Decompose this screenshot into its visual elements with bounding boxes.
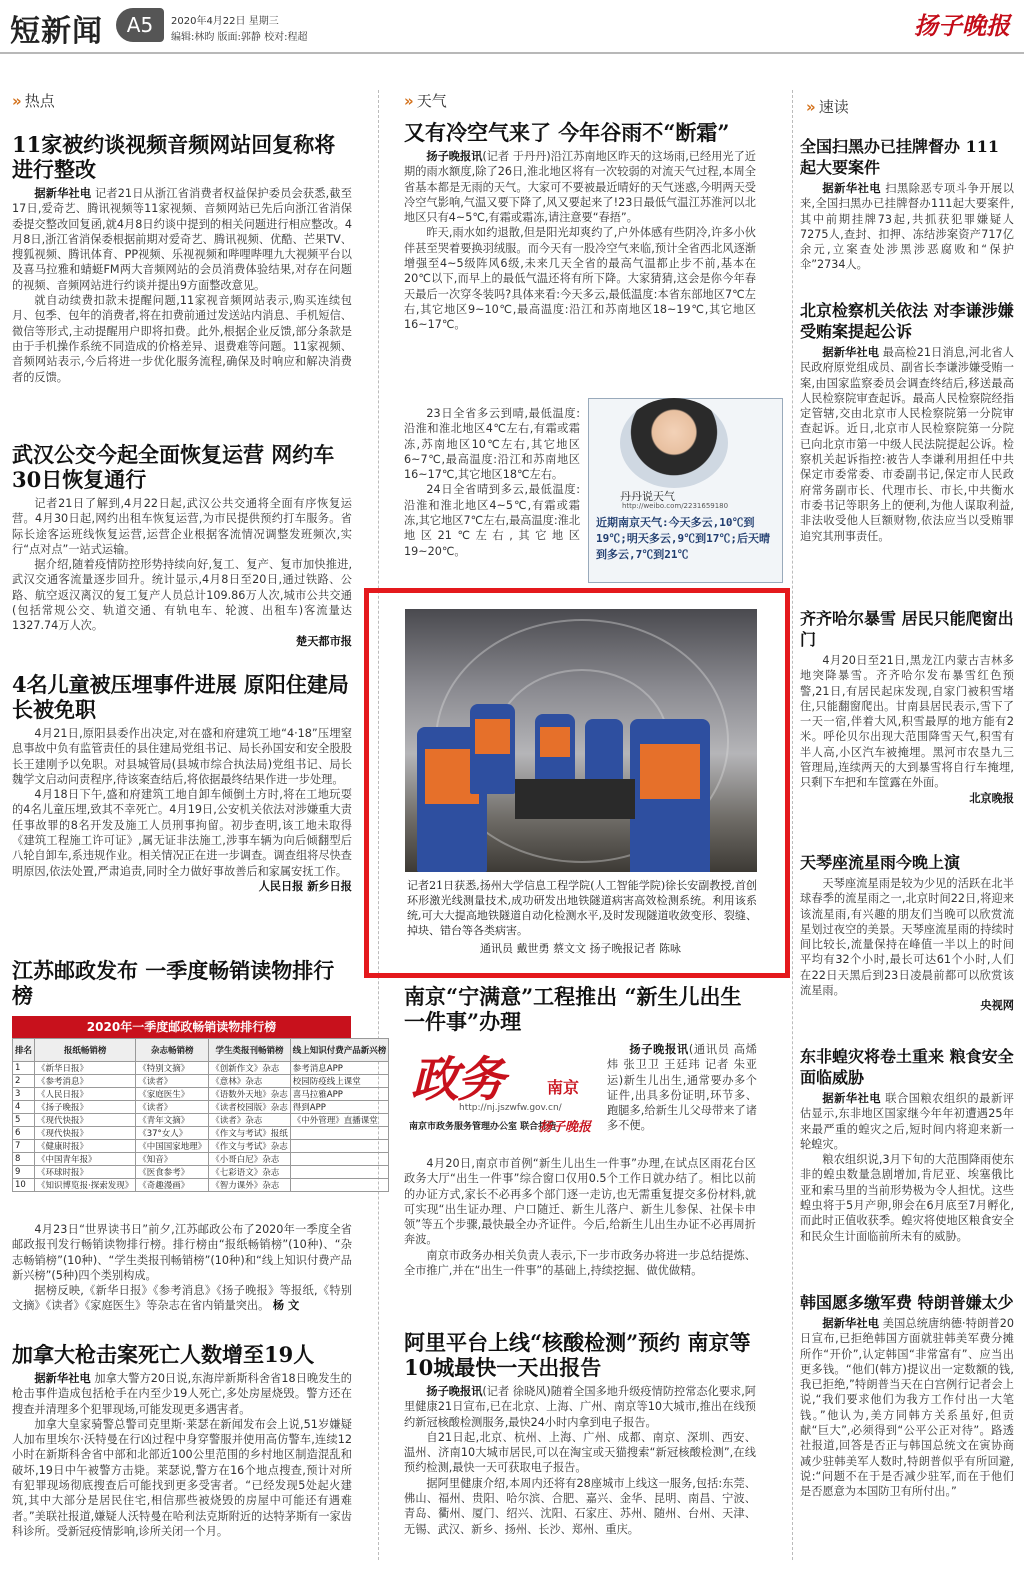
nanjing-forecast: 近期南京天气:今天多云,10℃到19℃;明天多云,9℃到17℃;后天晴到多云,7℃到21℃ (596, 516, 770, 561)
table-cell: 校园防疫线上课堂 (290, 1075, 389, 1088)
ranking-table-wrap (12, 1038, 389, 1192)
article-yuanyang (12, 672, 352, 894)
table-cell: 《环球时报》 (35, 1166, 136, 1179)
table-cell: 5 (13, 1114, 35, 1127)
article-body (800, 876, 1014, 1014)
table-cell: 《青年文摘》 (136, 1114, 209, 1127)
inspection-cart (515, 779, 635, 819)
chevron-right-icon: » (806, 98, 813, 116)
article-headline: 南京“宁满意”工程推出 “新生儿出生一件事”办理 (404, 984, 742, 1034)
paragraph: 4月20日至21日,黑龙江内蒙古吉林多地突降暴雪。齐齐哈尔发布暴雪红色预警,21日,有居民起床发现,自家门被积雪堵住,只能翻窗爬出。甘南县居民表示,雪下了一天一宿,伴着大风,积雪最厚的地方能有2米。呼伦贝尔出现大范围降雪天气,积雪有半人高,小区汽车被掩埋。黑河市农垦九三管理局,连续两天的大到暴雪将自行车掩埋,只剩下车把和车筐露在外面。 (800, 654, 1014, 790)
paragraph: 据榜反映,《新华日报》《参考消息》《扬子晚报》等报纸,《特别文摘》《读者》《家庭医生》等杂志在省内销量突出。 (12, 1284, 352, 1313)
table-row (13, 1153, 389, 1166)
table-cell: 《参考消息》 (35, 1075, 136, 1088)
paragraph: 美国总统唐纳德·特朗普20日宣布,已拒绝韩国方面就驻韩美军费分摊所作“开价”,认定韩国“非常富有”、应当出更多钱。“他们(韩方)提议出一定数额的钱,我已拒绝,”特朗普当天在白宫例行记者会上说,“我们要求他们为我方工作付出一大笔钱。”他认为,美方同韩方关系虽好,但贡献“巨大”,必须得到“公平公正对待”。路透社报道,回答是否正与韩国总统文在寅协商减少驻韩美军人数时,特朗普似乎有所回避,说:“问题不在于是否减少驻军,而在于他们是否愿意为本国防卫有所付出。” (800, 1317, 1014, 1499)
logo-text: 政务 (411, 1052, 504, 1108)
dateline: 扬子晚报讯 (629, 1043, 689, 1056)
article-cold-air (404, 120, 756, 333)
paragraph: 就自动续费扣款未提醒问题,11家视音频网站表示,购买连续包月、包季、包年的消费者,将在扣费前通过发送站内消息、手机短信、微信等形式,主动提醒用户即将扣费。此外,根据企业反馈,部分条款是由于手机操作系统不同造成的价格差异、退费难等问题。11家视频、音频网站表示,今后将进一步优化服务流程,确保及时响应和解决消费者的反馈。 (12, 294, 352, 384)
table-cell: 《现代快报》 (35, 1114, 136, 1127)
article-headline: 齐齐哈尔暴雪 居民只能爬窗出门 (800, 609, 1014, 649)
article-body (404, 1384, 756, 1537)
table-cell: 《读者》杂志 (209, 1114, 291, 1127)
paragraph: 4月18日下午,盛和府建筑工地自卸车倾倒土方时,将在工地玩耍的4名儿童压埋,致其不幸死亡。4月19日,公安机关依法对涉嫌重大责任事故罪的8名开发及施工人员刑事拘留。初步查明,该工地未取得《建筑工程施工许可证》,属无证非法施工,涉事车辆为向后倾翻型后八轮自卸车,系违规作业。相关情况正在进一步调查。调查组将尽快查明原因,依法处置,严肃追责,同时全力做好事故善后和家属安抚工作。 (12, 788, 352, 878)
chevron-right-icon: » (404, 92, 411, 110)
table-cell: 《七彩语文》杂志 (209, 1166, 291, 1179)
article-body (12, 1222, 352, 1314)
table-cell: 《家庭医生》 (136, 1088, 209, 1101)
paragraph: 24日全省晴到多云,最低温度:沿淮和淮北地区4~5℃,有霜或霜冻,其它地区7℃左右,最高温度:淮北地区21℃左右,其它地区19~20℃。 (404, 483, 581, 558)
article-headline: 阿里平台上线“核酸检测”预约 南京等10城最快一天出报告 (404, 1330, 751, 1380)
article-postal-ranking (12, 958, 352, 1008)
table-cell: 《健康时报》 (35, 1140, 136, 1153)
table-cell: 《中外管理》直播课堂 (290, 1114, 389, 1127)
table-cell: 1 (13, 1062, 35, 1075)
article-nucleic-test (404, 1330, 756, 1537)
article-headline: 4名儿童被压埋事件进展 原阳住建局长被免职 (12, 672, 349, 722)
article-qiqihar-snow (800, 608, 1014, 806)
article-source: 楚天都市报 (296, 634, 352, 648)
paragraph: 联合国粮农组织的最新评估显示,东非地区国家继今年年初遭遇25年来最严重的蝗灾之后,短时间内将迎来新一轮蝗灾。 (800, 1092, 1014, 1151)
paragraph: 4月21日,原阳县委作出决定,对在盛和府建筑工地“4·18”压埋窒息事故中负有监管责任的县住建局党组书记、局长孙国安和安全股股长王建刚予以免职。对县城管局(县城市综合执法局)党组书记、局长魏学文启动问责程序,待该案查结后,将依据最终结果作进一步处理。 (12, 727, 352, 786)
table-cell: 4 (13, 1101, 35, 1114)
photo-caption: 记者21日获悉,扬州大学信息工程学院(人工智能学院)徐长安副教授,首创环形激光线测量技术,成功研发出地铁隧道病害高效检测系统。利用该系统,可大大提高地铁隧道自动化检测水平,及时发现隧道收敛变形、裂缝、掉块、错台等各类病害。 (407, 879, 757, 937)
photo-credit: 通讯员 戴世勇 蔡文文 扬子晚报记者 陈咏 (480, 942, 681, 955)
table-cell: 得到APP (290, 1101, 389, 1114)
paragraph: (通讯员 高烯炜 张卫卫 王廷玮 记者 朱亚运)新生儿出生,通常要办多个证件,出具多份证明,环节多、跑腿多,给新生儿父母带来了诸多不便。 (607, 1043, 757, 1133)
paragraph: 粮农组织说,3月下旬的大范围降雨使东非的蝗虫数量急剧增加,肯尼亚、埃塞俄比亚和索马里的当前形势极为令人担忧。这些蝗虫将于5月产卵,卵会在6月底至7月孵化,而此时正值收获季。蝗灾将使地区粮食安全和民众生计面临前所未有的威胁。 (800, 1153, 1014, 1243)
ranking-table-header (13, 1039, 389, 1062)
dateline: 据新华社电 (34, 187, 92, 200)
table-cell: 《语数外天地》杂志 (209, 1088, 291, 1101)
paragraph: 扫黑除恶专项斗争开展以来,全国扫黑办已挂牌督办111起大要案件,其中前期挂牌73起,共抓获犯罪嫌疑人7275人,查封、扣押、冻结涉案资产717亿余元,立案查处涉黑涉恶腐败和“保护伞”2734人。 (800, 182, 1014, 272)
article-wuhan-transit (12, 442, 352, 649)
safety-vest (475, 719, 510, 754)
dateline: 据新华社电 (822, 182, 882, 195)
table-row (13, 1088, 389, 1101)
columnist-name: 丹丹说天气 (620, 490, 675, 503)
table-cell: 《知识博览报·探索发现》 (35, 1179, 136, 1192)
table-cell: 《中国青年报》 (35, 1153, 136, 1166)
paragraph: 据阿里健康介绍,本周内还将有28座城市上线这一服务,包括:东莞、佛山、福州、贵阳、哈尔滨、合肥、嘉兴、金华、昆明、南昌、宁波、青岛、衢州、厦门、绍兴、沈阳、石家庄、苏州、随州、台州、天津、无锡、武汉、新乡、扬州、长沙、郑州、重庆。 (404, 1476, 756, 1536)
article-source: 央视网 (980, 999, 1014, 1013)
article-headline: 东非蝗灾将卷土重来 粮食安全面临威胁 (800, 1047, 1014, 1087)
article-locust (800, 1046, 1014, 1244)
table-row (13, 1062, 389, 1075)
dateline: 扬子晚报讯 (426, 150, 483, 163)
columnist-weibo-url: http://weibo.com/2231659180 (622, 502, 729, 510)
table-cell: 《新华日报》 (35, 1062, 136, 1075)
table-cell: 《智力课外》杂志 (209, 1179, 291, 1192)
table-cell: 8 (13, 1153, 35, 1166)
table-cell: 《作文与考试》报纸 (209, 1127, 291, 1140)
article-headline: 北京检察机关依法 对李谦涉嫌受贿案提起公诉 (800, 301, 1014, 341)
article-body (12, 496, 352, 649)
paragraph: 4月20日,南京市首例“新生儿出生一件事”办理,在试点区雨花台区政务大厅“出生一件事”综合窗口仅用0.5个工作日就办结了。相比以前的办证方式,家长不必再多个部门逐一走访,也无需重复提交多份材料,就可实现“出生证办理、户口随迁、新生儿落户、新生儿参保、社保卡申领”等五个步骤,最快最全办齐证件。今后,给新生儿出生办证不必再周折奔波。 (404, 1157, 756, 1247)
tunnel-inspection-photo (405, 609, 757, 872)
table-cell: 《人民日报》 (35, 1088, 136, 1101)
table-cell: 《读者校园版》杂志 (209, 1101, 291, 1114)
article-newborn-service (404, 984, 756, 1034)
columnist-avatar (620, 398, 728, 488)
table-cell (290, 1140, 389, 1153)
table-cell (290, 1127, 389, 1140)
article-video-sites (12, 132, 352, 385)
article-headline: 加拿大枪击案死亡人数增至19人 (12, 1342, 315, 1367)
article-canada-shooting (12, 1342, 352, 1539)
article-body (800, 345, 1014, 544)
ranking-table-header-cell: 线上知识付费产品新兴榜 (290, 1039, 389, 1062)
logo-url: http://nj.jszwfw.gov.cn/ (459, 1103, 562, 1113)
table-cell: 《中国国家地理》 (136, 1140, 209, 1153)
table-cell (290, 1179, 389, 1192)
ranking-table-header-cell: 报纸畅销榜 (35, 1039, 136, 1062)
article-body (12, 726, 352, 894)
article-headline: 天琴座流星雨今晚上演 (800, 853, 961, 872)
table-cell: 7 (13, 1140, 35, 1153)
table-cell: 《医食参考》 (136, 1166, 209, 1179)
table-cell: 《37°女人》 (136, 1127, 209, 1140)
table-row (13, 1114, 389, 1127)
editor-credits: 编辑:林昀 版面:郭静 校对:程超 (171, 32, 308, 43)
paragraph: 记者21日从浙江省消费者权益保护委员会获悉,截至17日,爱奇艺、腾讯视频等11家视频、音频网站已先后向浙江省消保委提交整改回复函,就4月8日约谈中提到的相关问题进行相应整改。4月8日,浙江省消保委根据前期对爱奇艺、腾讯视频、优酷、芒果TV、搜狐视频、腾讯体育、PP视频、乐视视频和哔哩哔哩九大视频平台以及喜马拉雅和蜻蜓FM两大音频网站的会员消费体验结果,对存在问题的视频、音频网站进行约谈并提出9方面整改意见。 (12, 187, 352, 292)
table-cell: 《读者》 (136, 1075, 209, 1088)
table-row (13, 1166, 389, 1179)
article-body (12, 186, 352, 385)
masthead-divider (0, 52, 1024, 54)
article-body (800, 1091, 1014, 1244)
logo-city: 南京 (547, 1078, 580, 1097)
column-header-label: 热点 (24, 92, 55, 110)
dateline: 扬子晚报讯 (426, 1385, 483, 1398)
paragraph: 记者21日了解到,4月22日起,武汉公共交通将全面有序恢复运营。4月30日起,网约出租车恢复运营,为市民提供预约打车服务。省际长途客运班线恢复运营,运营企业根据客流情况调整发班频次,实行“点对点”一站式运输。 (12, 497, 352, 556)
column-divider (792, 90, 793, 1560)
table-cell: 《特别文摘》 (136, 1062, 209, 1075)
table-cell: 《扬子晚报》 (35, 1101, 136, 1114)
table-cell: 2 (13, 1075, 35, 1088)
article-body (800, 1316, 1014, 1500)
paragraph: 自21日起,北京、杭州、上海、广州、成都、南京、深圳、西安、温州、济南10大城市居民,可以在淘宝或天猫搜索“新冠核酸检测”,在线预约检测,最快一天可获取电子报告。 (404, 1430, 756, 1475)
article-source: 北京晚报 (969, 791, 1014, 805)
article-headline: 韩国愿多缴军费 特朗普嫌太少 (800, 1293, 1014, 1312)
article-anti-gang (800, 136, 1014, 273)
table-row (13, 1127, 389, 1140)
article-headline: 全国扫黑办已挂牌督办 111起大要案件 (800, 137, 999, 177)
paragraph: 南京市政务办相关负责人表示,下一步市政务办将进一步总结提炼、全市推广,并在“出生一件事”的基础上,持续挖掘、做优做精。 (404, 1248, 756, 1278)
paragraph: 最高检21日消息,河北省人民政府原党组成员、副省长李谦涉嫌受贿一案,由国家监察委员会调查终结后,移送最高人民检察院审查起诉。最高人民检察院经指定管辖,交由北京市人民检察院第一分院审查起诉。近日,北京市人民检察院第一分院已向北京市第一中级人民法院提起公诉。检察机关起诉指控:被告人李谦利用担任中共保定市委常委、市委副书记,保定市人民政府常务副市长、代理市长、市长,中共衡水市委书记等职务上的便利,为他人谋取利益,非法收受他人巨额财物,依法应当以受贿罪追究其刑事责任。 (800, 346, 1014, 543)
page-number-badge: A5 (116, 8, 164, 42)
nanjing-gov-logo (407, 1041, 597, 1137)
table-cell: 《读者》 (136, 1101, 209, 1114)
table-cell: 《意林》杂志 (209, 1075, 291, 1088)
safety-vest (640, 744, 700, 799)
article-body (607, 1042, 757, 1134)
article-headline: 又有冷空气来了 今年谷雨不“断霜” (404, 120, 730, 145)
table-row (13, 1101, 389, 1114)
table-cell: 6 (13, 1127, 35, 1140)
ranking-table-header-cell: 杂志畅销榜 (136, 1039, 209, 1062)
safety-vest (540, 727, 570, 757)
article-body-continued (404, 1156, 756, 1278)
ranking-table-title: 2020年一季度邮政畅销读物排行榜 (12, 1016, 351, 1038)
table-cell: 《现代快报》 (35, 1127, 136, 1140)
ranking-table (12, 1038, 389, 1192)
article-body-continued (404, 406, 580, 559)
byline: (记者 徐晓风) (482, 1385, 551, 1398)
table-row (13, 1075, 389, 1088)
issue-date: 2020年4月22日 星期三 (171, 16, 279, 27)
ranking-table-header-cell: 学生类报刊畅销榜 (209, 1039, 291, 1062)
column-header-hot (12, 90, 55, 111)
article-korea-troops (800, 1292, 1014, 1500)
table-cell (290, 1153, 389, 1166)
paragraph: 加拿大警方20日说,东海岸新斯科舍省18日晚发生的枪击事件造成包括枪手在内至少19人死亡,多处房屋烧毁。警方还在搜查并清理多个犯罪现场,可能发现更多遇害者。 (12, 1372, 352, 1416)
newspaper-logo: 扬子晚报 (914, 11, 1010, 40)
dateline: 据新华社电 (34, 1372, 91, 1385)
table-cell: 10 (13, 1179, 35, 1192)
section-title: 短新闻 (10, 14, 103, 49)
chevron-right-icon: » (12, 92, 19, 110)
table-cell: 《创新作文》杂志 (209, 1062, 291, 1075)
paragraph: 沿江苏南地区昨天的这场雨,已经用光了近期的雨水额度,除了26日,淮北地区将有一次较弱的对流天气过程,本周全省基本都是无雨的天气。大家可不要被最近晴好的天气迷惑,今明两天受冷空气影响,气温又要下降了,风又要起来了!23日最低气温江苏淮河以北地区只有4~5℃,有霜或霜冻,请注意要“春捂”。 (404, 150, 756, 225)
article-headline: 11家被约谈视频音频网站回复称将进行整改 (12, 132, 336, 182)
article-body (404, 149, 756, 333)
paragraph: 天琴座流星雨是较为少见的活跃在北半球春季的流星雨之一,北京时间22日,将迎来该流星雨,有兴趣的朋友们当晚可以欣赏流星划过夜空的美景。天琴座流星雨的持续时间比较长,流量保持在峰值一半以上的时间平均有32个小时,最长可达61个小时,人们在22日天黑后到23日凌晨前都可以欣赏该流星雨。 (800, 877, 1014, 998)
article-body (12, 1371, 352, 1539)
paragraph: 据介绍,随着疫情防控形势持续向好,复工、复产、复市加快推进,武汉交通客流量逐步回升。统计显示,4月8日至20日,通过铁路、公路、航空返汉离汉的复工复产人员总计109.86万人次,城市公共交通(包括常规公交、轨道交通、有轨电车、轮渡、出租车)客流量达1327.74万人次。 (12, 558, 352, 633)
article-body (800, 653, 1014, 806)
ranking-table-header-cell: 排名 (13, 1039, 35, 1062)
column-header-label: 天气 (416, 92, 447, 110)
dateline: 据新华社电 (822, 346, 880, 359)
table-cell: 喜马拉雅APP (290, 1088, 389, 1101)
paragraph: 随着全国多地升级疫情防控常态化要求,阿里健康21日宣布,已在北京、上海、广州、南京等10大城市,推出在线预约新冠核酸检测服务,最快24小时内拿到电子报告。 (404, 1385, 756, 1429)
byline: (记者 于丹丹) (482, 150, 551, 163)
column-header-weather (404, 90, 447, 111)
table-cell: 9 (13, 1166, 35, 1179)
article-headline: 江苏邮政发布 一季度畅销读物排行榜 (12, 958, 335, 1008)
table-row (13, 1140, 389, 1153)
paragraph: 23日全省多云到晴,最低温度:沿淮和淮北地区4℃左右,有霜或霜冻,苏南地区10℃左右,其它地区6~7℃,最高温度:沿江和苏南地区16~17℃,其它地区18℃左右。 (404, 407, 580, 482)
table-cell: 《奇趣漫画》 (136, 1179, 209, 1192)
table-cell: 《作文与考试》杂志 (209, 1140, 291, 1153)
article-source: 杨 文 (272, 1299, 300, 1313)
article-body (800, 181, 1014, 273)
article-meteor-shower (800, 852, 1014, 1014)
table-cell: 《小哥白尼》杂志 (209, 1153, 291, 1166)
masthead (0, 0, 1024, 50)
table-cell (290, 1166, 389, 1179)
dateline: 据新华社电 (822, 1317, 880, 1330)
paragraph: 加拿大皇家骑警总警司克里斯·莱瑟在新闻发布会上说,51岁嫌疑人加布里埃尔·沃特曼在行凶过程中身穿警服并使用高仿警车,连续12小时在新斯科舍省中部和北部近100公里范围的乡村地区制造混乱和破坏,19日中午被警方击毙。莱瑟说,警方在16个地点搜查,预计对所有犯罪现场彻底搜查后可能找到更多受害者。“已经发现5处起火建筑,其中大部分是居民住宅,相信那些被烧毁的房屋中可能还有遇难者。”美联社报道,嫌疑人沃特曼在哈利法克斯附近的达特茅斯有一家齿科诊所。受新冠疫情影响,诊所关闭一个月。 (12, 1417, 352, 1538)
article-source: 人民日报 新乡日报 (258, 879, 352, 893)
table-cell: 3 (13, 1088, 35, 1101)
paragraph: 昨天,雨水如约退散,但是阳光却爽约了,户外体感有些阴冷,许多小伙伴甚至哭着要换羽绒服。而今天有一股冷空气来临,预计全省西北风逐渐增强至4~5级阵风6级,未来几天全省的最高气温都止步不前,基本在20℃以下,而早上的最低气温还将有所下降。大家猜猜,这会是你今年春天最后一次穿冬装吗?具体来看:今天多云,最低温度:本省东部地区7℃左右,其它地区9~10℃,最高温度:沿江和苏南地区18~19℃,其它地区16~17℃。 (404, 226, 756, 332)
column-header-quick (806, 96, 849, 117)
column-header-label: 速读 (818, 98, 849, 116)
logo-brand: 扬子晚报 (539, 1120, 592, 1135)
table-row (13, 1179, 389, 1192)
article-headline: 武汉公交今起全面恢复运营 网约车30日恢复通行 (12, 442, 335, 492)
article-li-qian (800, 300, 1014, 544)
dateline: 据新华社电 (822, 1092, 882, 1105)
paragraph: 4月23日“世界读书日”前夕,江苏邮政公布了2020年一季度全省邮政报刊发行畅销读物排行榜。排行榜由“报纸畅销榜”(10种)、“杂志畅销榜”(10种)、“学生类报刊畅销榜”(10种)和“线上知识付费产品新兴榜”(5种)四个类别构成。 (12, 1223, 352, 1282)
table-cell: 参考消息APP (290, 1062, 389, 1075)
table-cell: 《知音》 (136, 1153, 209, 1166)
logo-footer: 南京市政务服务管理办公室 联合打造 (409, 1122, 557, 1132)
